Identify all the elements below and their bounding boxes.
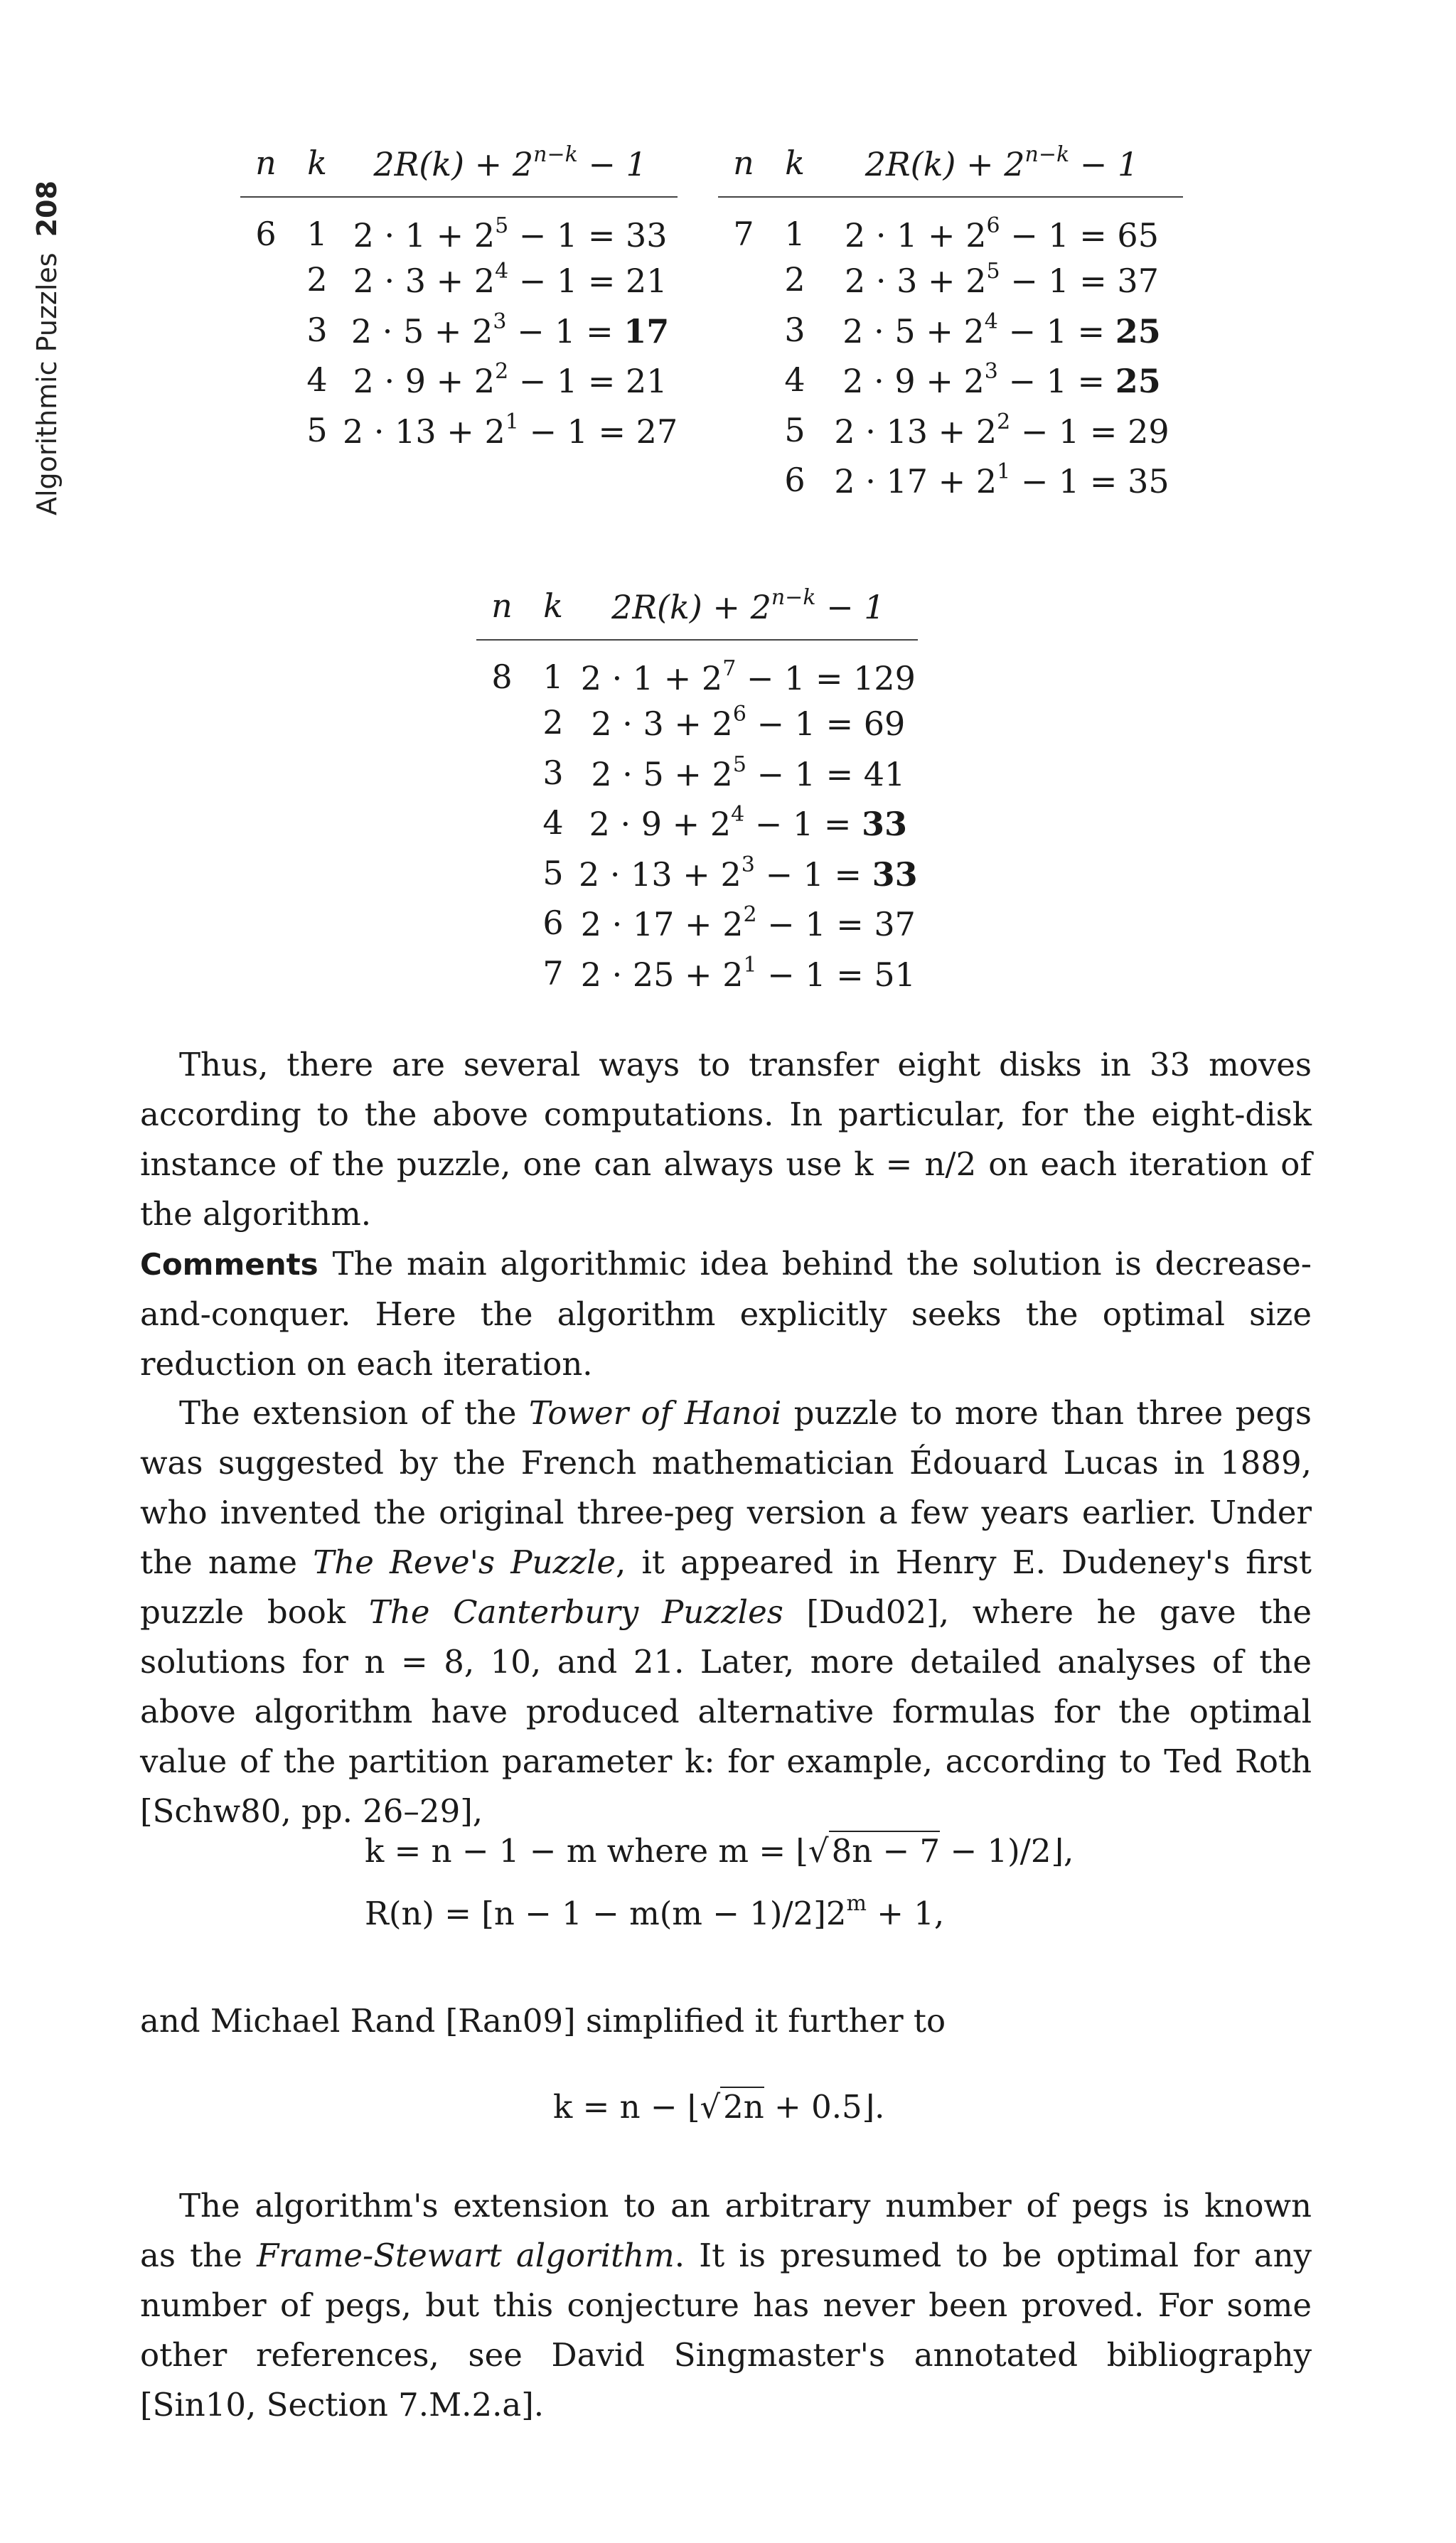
eq-part: k = n − ⌊	[553, 2088, 700, 2126]
equation-k-roth: k = n − 1 − m where m = ⌊√8n − 7 − 1)/2⌋,	[365, 1832, 1074, 1870]
cell-k: 4	[306, 360, 328, 400]
table-row	[476, 640, 918, 697]
paragraph-summary: Thus, there are several ways to transfer eight disks in 33 moves according to the above computations. In particular, for the eight-disk instance of the puzzle, one can always use k = n/2 on each iteration of the algorithm.	[140, 1046, 1312, 1233]
cell-k: 5	[306, 410, 328, 449]
cell-n	[240, 255, 291, 305]
table-row	[718, 455, 1183, 505]
cell-expression: $2 \cdot 5 + 2^4 - 1 = 25$	[842, 309, 1161, 350]
cell-k: 3	[542, 753, 564, 792]
cell-expression: $2 \cdot 9 + 2^4 - 1 = 33$	[589, 802, 908, 844]
cell-expression: $2 \cdot 17 + 2^1 - 1 = 35$	[834, 459, 1169, 501]
running-title: Algorithmic Puzzles	[31, 252, 63, 515]
text-run: The extension of the	[179, 1394, 529, 1432]
table-header-row	[476, 585, 918, 640]
cell-n: 6	[255, 215, 277, 253]
cell-n	[476, 898, 528, 948]
paragraph-frame-stewart	[140, 2181, 1312, 2430]
cell-n	[240, 405, 291, 456]
cell-n	[476, 948, 528, 999]
text-run: [Dud02], where he gave the solutions for n = 8, 10, and 21. Later, more detailed analyses of the above algorithm have produced alternative formulas for the optimal value of the partition parameter k: for example, according to Ted Roth [Schw80, pp. 26–29],	[140, 1593, 1312, 1830]
cell-expression: $2 \cdot 1 + 2^5 - 1 = 33$	[353, 213, 668, 255]
equation-r-roth	[365, 1891, 944, 1932]
cell-n	[476, 848, 528, 899]
italic-title: The Canterbury Puzzles	[368, 1593, 783, 1631]
cell-k: 2	[542, 703, 564, 742]
cell-n	[718, 405, 769, 456]
comments-label: Comments	[140, 1247, 318, 1282]
column-header: n	[476, 585, 528, 640]
cell-n	[718, 355, 769, 405]
cell-k: 2	[784, 260, 805, 299]
comments-paragraph	[140, 1239, 1312, 1389]
cell-n	[240, 305, 291, 355]
column-header: k	[528, 585, 579, 640]
paragraph-history	[140, 1388, 1312, 1836]
eq-part: + 0.5⌋.	[764, 2088, 885, 2126]
column-header: $2R(k) + 2^{n-k} - 1$	[343, 142, 678, 197]
cell-k: 6	[784, 461, 805, 500]
paragraph-rand: and Michael Rand [Ran09] simplified it further to	[140, 2002, 946, 2040]
table-row	[240, 305, 678, 355]
cell-k: 1	[306, 215, 328, 253]
table-row	[240, 355, 678, 405]
cell-expression: $2 \cdot 5 + 2^5 - 1 = 41$	[591, 751, 906, 793]
cell-k: 3	[784, 310, 805, 349]
text-run: puzzle to more than three pegs was suggested by the French mathematician Édouard Lucas in 1889, who invented the original three-peg version a few years earlier. Under the name	[140, 1394, 1312, 1581]
table-row	[718, 197, 1183, 255]
cell-expression: $2 \cdot 3 + 2^5 - 1 = 37$	[845, 259, 1159, 301]
cell-expression: $2 \cdot 3 + 2^4 - 1 = 21$	[353, 259, 668, 301]
table-row	[240, 255, 678, 305]
table-row	[476, 848, 918, 899]
running-header	[20, 139, 74, 515]
column-header: k	[291, 142, 343, 197]
italic-title: Tower of Hanoi	[528, 1394, 782, 1432]
cell-n	[476, 748, 528, 798]
cell-expression: $2 \cdot 5 + 2^3 - 1 = 17$	[350, 309, 670, 350]
page-number: 208	[31, 181, 63, 237]
cell-n	[718, 255, 769, 305]
table-row	[718, 405, 1183, 456]
text-run: . It is presumed to be optimal for any number of pegs, but this conjecture has never been proved. For some other references, see David Singmaster's annotated bibliography [Sin10, Section 7.M.2.a].	[140, 2237, 1312, 2424]
column-header: $2R(k) + 2^{n-k} - 1$	[820, 142, 1183, 197]
column-header: n	[240, 142, 291, 197]
cell-k: 1	[542, 658, 564, 696]
cell-k: 5	[784, 410, 805, 449]
column-header: n	[718, 142, 769, 197]
comments-text: The main algorithmic idea behind the solution is decrease-and-conquer. Here the algorithm explicitly seeks the optimal size reduction on each iteration.	[140, 1245, 1312, 1383]
cell-expression: $2 \cdot 9 + 2^2 - 1 = 21$	[353, 359, 668, 401]
cell-expression: $2 \cdot 13 + 2^3 - 1 = 33$	[579, 852, 918, 894]
cell-k: 6	[542, 904, 564, 943]
sqrt-radicand: 2n	[720, 2087, 764, 2126]
eq-part: + 1,	[866, 1895, 945, 1932]
italic-term: Frame-Stewart algorithm	[257, 2237, 675, 2274]
table-row	[718, 355, 1183, 405]
cell-k: 1	[784, 215, 805, 253]
column-header: $2R(k) + 2^{n-k} - 1$	[579, 585, 918, 640]
table-row	[240, 197, 678, 255]
cell-n	[476, 798, 528, 848]
text-run: , it appeared in Henry E. Dudeney's first puzzle book	[140, 1543, 1312, 1631]
cell-expression: $2 \cdot 9 + 2^3 - 1 = 25$	[842, 359, 1161, 401]
cell-n	[240, 355, 291, 405]
table-row	[476, 898, 918, 948]
table-header-row	[718, 142, 1183, 197]
eq-part: R(n) = [n − 1 − m(m − 1)/2]2	[365, 1895, 847, 1932]
cell-n	[718, 305, 769, 355]
cell-expression: $2 \cdot 17 + 2^2 - 1 = 37$	[580, 902, 916, 944]
table-row	[240, 405, 678, 456]
cell-n	[718, 455, 769, 505]
cell-k: 3	[306, 310, 328, 349]
cell-k: 2	[306, 260, 328, 299]
cell-expression: $2 \cdot 1 + 2^7 - 1 = 129$	[580, 656, 916, 697]
table-row	[718, 255, 1183, 305]
table-row	[718, 305, 1183, 355]
table-row	[476, 748, 918, 798]
table-header-row	[240, 142, 678, 197]
text-run: The algorithm's extension to an arbitrary number of pegs is known as the	[140, 2187, 1312, 2274]
cell-k: 5	[542, 853, 564, 892]
exponent: m	[846, 1891, 867, 1916]
table-row	[476, 798, 918, 848]
cell-n: 8	[491, 658, 513, 696]
italic-title: The Reve's Puzzle	[313, 1543, 616, 1581]
cell-k: 7	[542, 953, 564, 992]
column-header: k	[769, 142, 820, 197]
cell-expression: $2 \cdot 1 + 2^6 - 1 = 65$	[845, 213, 1159, 255]
cell-n	[476, 697, 528, 748]
table-n7	[718, 142, 1183, 505]
table-row	[476, 697, 918, 748]
eq-part: k = n − 1 − m where m = ⌊	[365, 1832, 808, 1870]
equation-k-rand: k = n − ⌊√2n + 0.5⌋.	[553, 2088, 885, 2126]
cell-k: 4	[542, 803, 564, 842]
cell-expression: $2 \cdot 13 + 2^1 - 1 = 27$	[343, 409, 678, 451]
cell-n: 7	[733, 215, 754, 253]
cell-expression: $2 \cdot 25 + 2^1 - 1 = 51$	[580, 952, 916, 994]
cell-expression: $2 \cdot 13 + 2^2 - 1 = 29$	[834, 409, 1169, 451]
cell-k: 4	[784, 360, 805, 400]
cell-expression: $2 \cdot 3 + 2^6 - 1 = 69$	[591, 702, 906, 744]
table-n8	[476, 585, 918, 998]
sqrt-radicand: 8n − 7	[829, 1831, 941, 1870]
table-n6	[240, 142, 678, 455]
eq-part: − 1)/2⌋,	[940, 1832, 1074, 1870]
table-row	[476, 948, 918, 999]
